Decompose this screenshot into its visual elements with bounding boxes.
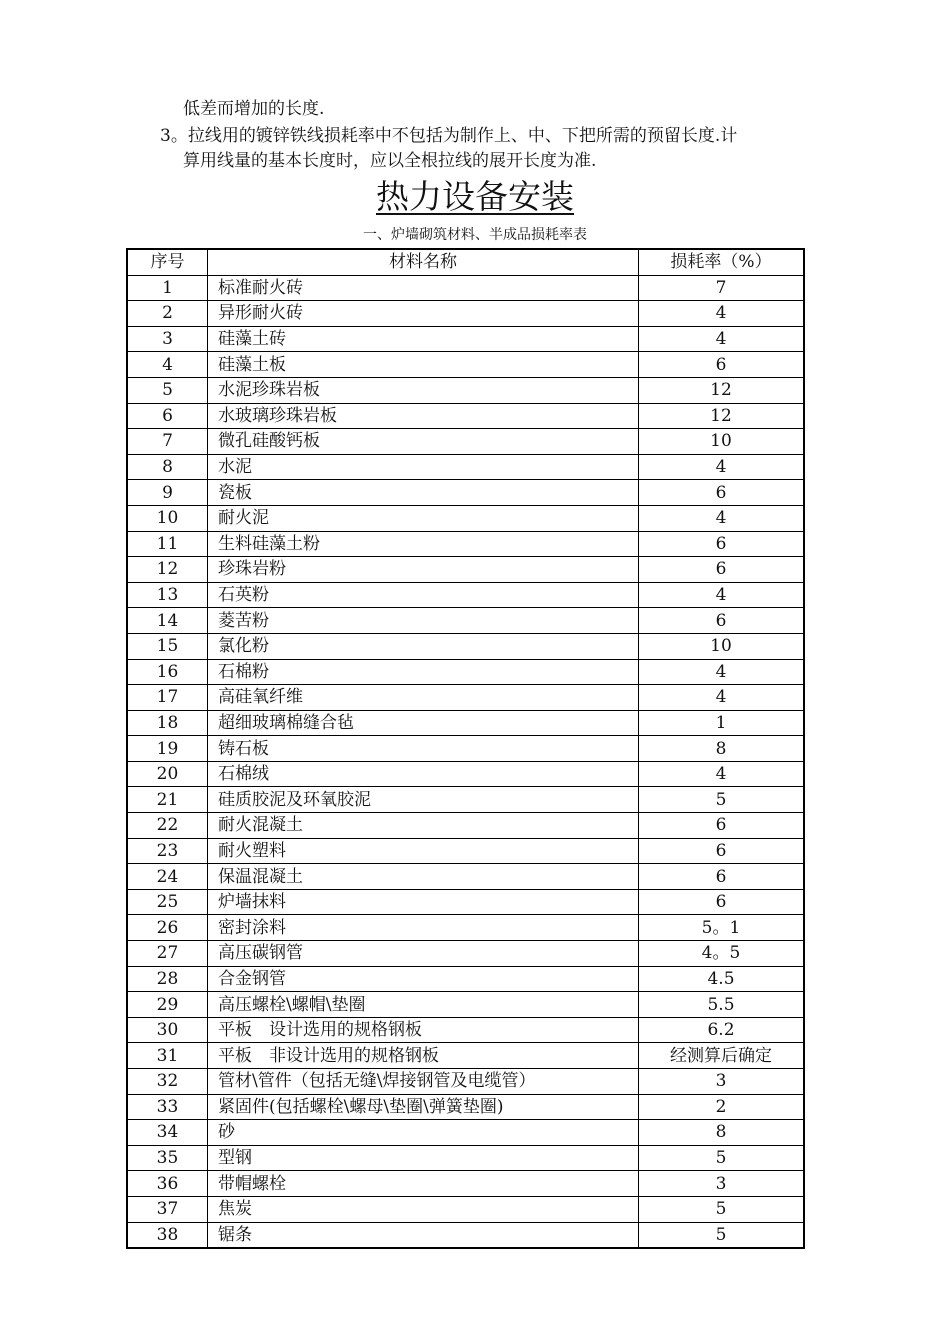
table-row — [127, 1043, 804, 1069]
row-loss-rate: 10 — [639, 429, 805, 455]
table-row — [127, 1196, 804, 1222]
row-loss-rate: 3 — [639, 1171, 805, 1197]
table-row — [127, 838, 804, 864]
row-index: 33 — [127, 1094, 208, 1120]
row-index: 11 — [127, 531, 208, 557]
row-loss-rate: 4 — [639, 326, 805, 352]
row-loss-rate: 5 — [639, 1196, 805, 1222]
row-material: 菱苦粉 — [208, 608, 639, 634]
row-index: 22 — [127, 813, 208, 839]
row-index: 10 — [127, 505, 208, 531]
table-row — [127, 787, 804, 813]
row-material: 超细玻璃棉缝合毡 — [208, 710, 639, 736]
row-material: 硅藻土砖 — [208, 326, 639, 352]
row-index: 13 — [127, 582, 208, 608]
table-row — [127, 685, 804, 711]
table-row — [127, 301, 804, 327]
row-index: 6 — [127, 403, 208, 429]
header-loss-rate: 损耗率（%） — [639, 249, 805, 275]
row-loss-rate: 4 — [639, 685, 805, 711]
table-row — [127, 557, 804, 583]
row-index: 27 — [127, 941, 208, 967]
row-index: 17 — [127, 685, 208, 711]
row-index: 9 — [127, 480, 208, 506]
row-loss-rate: 5 — [639, 787, 805, 813]
table-row — [127, 352, 804, 378]
intro-line-3: 算用线量的基本长度时，应以全根拉线的展开长度为准. — [183, 151, 597, 171]
table-row — [127, 480, 804, 506]
row-material: 合金钢管 — [208, 966, 639, 992]
row-loss-rate: 8 — [639, 1120, 805, 1146]
row-material: 水泥 — [208, 454, 639, 480]
header-material: 材料名称 — [208, 249, 639, 275]
row-material: 高压碳钢管 — [208, 941, 639, 967]
row-index: 23 — [127, 838, 208, 864]
row-material: 密封涂料 — [208, 915, 639, 941]
row-index: 12 — [127, 557, 208, 583]
row-loss-rate: 5 — [639, 1222, 805, 1248]
row-loss-rate: 6 — [639, 813, 805, 839]
row-material: 硅质胶泥及环氧胶泥 — [208, 787, 639, 813]
table-row — [127, 608, 804, 634]
row-index: 21 — [127, 787, 208, 813]
table-row — [127, 1222, 804, 1248]
row-loss-rate: 7 — [639, 275, 805, 301]
row-material: 生料硅藻土粉 — [208, 531, 639, 557]
row-index: 25 — [127, 889, 208, 915]
table-row — [127, 889, 804, 915]
row-material: 锯条 — [208, 1222, 639, 1248]
row-material: 微孔硅酸钙板 — [208, 429, 639, 455]
row-index: 32 — [127, 1069, 208, 1095]
row-material: 带帽螺栓 — [208, 1171, 639, 1197]
row-material: 耐火塑料 — [208, 838, 639, 864]
row-index: 2 — [127, 301, 208, 327]
row-loss-rate: 4 — [639, 505, 805, 531]
row-material: 高压螺栓\螺帽\垫圈 — [208, 992, 639, 1018]
row-loss-rate: 6 — [639, 480, 805, 506]
row-index: 18 — [127, 710, 208, 736]
row-material: 瓷板 — [208, 480, 639, 506]
row-index: 26 — [127, 915, 208, 941]
table-row — [127, 429, 804, 455]
row-index: 19 — [127, 736, 208, 762]
table-row — [127, 1145, 804, 1171]
row-material: 异形耐火砖 — [208, 301, 639, 327]
table-row — [127, 659, 804, 685]
row-index: 35 — [127, 1145, 208, 1171]
row-material: 保温混凝土 — [208, 864, 639, 890]
intro-line-1: 低差而增加的长度. — [183, 99, 325, 119]
row-loss-rate: 5 — [639, 1145, 805, 1171]
row-loss-rate: 经测算后确定 — [639, 1043, 805, 1069]
table-header-row — [127, 249, 804, 275]
row-material: 炉墙抹料 — [208, 889, 639, 915]
row-loss-rate: 4 — [639, 301, 805, 327]
row-index: 15 — [127, 633, 208, 659]
row-index: 30 — [127, 1017, 208, 1043]
row-index: 38 — [127, 1222, 208, 1248]
table-title: 一、炉墙砌筑材料、半成品损耗率表 — [363, 227, 587, 243]
row-loss-rate: 5。1 — [639, 915, 805, 941]
table-row — [127, 1120, 804, 1146]
table-row — [127, 275, 804, 301]
row-index: 20 — [127, 761, 208, 787]
row-material: 石棉绒 — [208, 761, 639, 787]
row-index: 24 — [127, 864, 208, 890]
row-index: 8 — [127, 454, 208, 480]
row-material: 平板 设计选用的规格钢板 — [208, 1017, 639, 1043]
row-loss-rate: 3 — [639, 1069, 805, 1095]
row-loss-rate: 1 — [639, 710, 805, 736]
header-index: 序号 — [127, 249, 208, 275]
table-row — [127, 864, 804, 890]
table-row — [127, 761, 804, 787]
row-material: 石英粉 — [208, 582, 639, 608]
row-material: 耐火混凝土 — [208, 813, 639, 839]
row-material: 砂 — [208, 1120, 639, 1146]
row-index: 31 — [127, 1043, 208, 1069]
row-loss-rate: 4 — [639, 454, 805, 480]
loss-rate-table — [126, 248, 805, 1249]
table-row — [127, 1069, 804, 1095]
row-material: 水泥珍珠岩板 — [208, 377, 639, 403]
row-loss-rate: 4.5 — [639, 966, 805, 992]
row-index: 1 — [127, 275, 208, 301]
row-index: 34 — [127, 1120, 208, 1146]
row-material: 珍珠岩粉 — [208, 557, 639, 583]
table-row — [127, 710, 804, 736]
row-loss-rate: 8 — [639, 736, 805, 762]
row-material: 铸石板 — [208, 736, 639, 762]
table-row — [127, 941, 804, 967]
row-material: 紧固件(包括螺栓\螺母\垫圈\弹簧垫圈) — [208, 1094, 639, 1120]
row-material: 高硅氧纤维 — [208, 685, 639, 711]
row-index: 37 — [127, 1196, 208, 1222]
row-index: 3 — [127, 326, 208, 352]
row-material: 型钢 — [208, 1145, 639, 1171]
row-loss-rate: 4。5 — [639, 941, 805, 967]
table-row — [127, 1017, 804, 1043]
row-material: 耐火泥 — [208, 505, 639, 531]
table-row — [127, 966, 804, 992]
table-row — [127, 326, 804, 352]
row-index: 28 — [127, 966, 208, 992]
row-loss-rate: 6 — [639, 864, 805, 890]
row-loss-rate: 10 — [639, 633, 805, 659]
row-loss-rate: 12 — [639, 377, 805, 403]
row-material: 硅藻土板 — [208, 352, 639, 378]
row-loss-rate: 5.5 — [639, 992, 805, 1018]
row-material: 平板 非设计选用的规格钢板 — [208, 1043, 639, 1069]
table-row — [127, 813, 804, 839]
row-loss-rate: 6 — [639, 352, 805, 378]
row-index: 14 — [127, 608, 208, 634]
row-index: 4 — [127, 352, 208, 378]
table-row — [127, 377, 804, 403]
row-loss-rate: 6.2 — [639, 1017, 805, 1043]
table-row — [127, 633, 804, 659]
row-loss-rate: 6 — [639, 889, 805, 915]
row-index: 5 — [127, 377, 208, 403]
intro-line-2: 3。拉线用的镀锌铁线损耗率中不包括为制作上、中、下把所需的预留长度.计 — [160, 126, 738, 146]
row-index: 36 — [127, 1171, 208, 1197]
table-row — [127, 582, 804, 608]
table-row — [127, 403, 804, 429]
row-loss-rate: 12 — [639, 403, 805, 429]
table-row — [127, 736, 804, 762]
table-row — [127, 992, 804, 1018]
table-row — [127, 915, 804, 941]
row-loss-rate: 4 — [639, 659, 805, 685]
table-row — [127, 454, 804, 480]
row-index: 7 — [127, 429, 208, 455]
row-loss-rate: 6 — [639, 557, 805, 583]
row-index: 29 — [127, 992, 208, 1018]
row-material: 氯化粉 — [208, 633, 639, 659]
row-material: 石棉粉 — [208, 659, 639, 685]
row-material: 焦炭 — [208, 1196, 639, 1222]
row-loss-rate: 6 — [639, 608, 805, 634]
row-material: 管材\管件（包括无缝\焊接钢管及电缆管） — [208, 1069, 639, 1095]
section-title: 热力设备安装 — [376, 177, 574, 216]
row-loss-rate: 4 — [639, 761, 805, 787]
row-material: 水玻璃珍珠岩板 — [208, 403, 639, 429]
table-row — [127, 1171, 804, 1197]
row-index: 16 — [127, 659, 208, 685]
row-loss-rate: 6 — [639, 838, 805, 864]
row-loss-rate: 4 — [639, 582, 805, 608]
row-loss-rate: 6 — [639, 531, 805, 557]
row-material: 标准耐火砖 — [208, 275, 639, 301]
row-loss-rate: 2 — [639, 1094, 805, 1120]
table-row — [127, 1094, 804, 1120]
table-row — [127, 505, 804, 531]
table-row — [127, 531, 804, 557]
